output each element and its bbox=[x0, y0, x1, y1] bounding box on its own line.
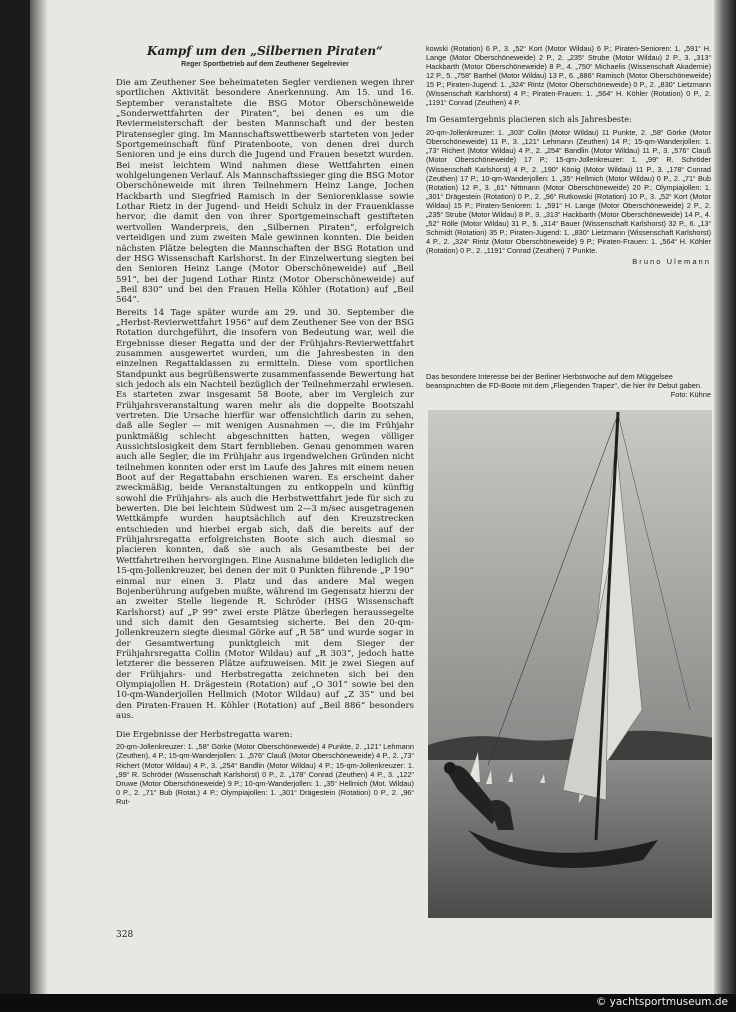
results-text: 20-qm-Jollenkreuzer: 1. „58“ Görke (Motor Oberschöneweide) 4 Punkte, 2. „121“ Lehmann (Zeuthen), 4 P.; 15-qm-Wanderjollen: 1. „576“ Clauß (Motor Oberschöneweide) 4 P., 2. „73“ Richert (Motor Wildau) 4 P., 3. „254“ Bandlin (Motor Wildau) 4 P.; 15-qm-Jollenkreuzer: 1. „99“ R. Schröder (Wissenschaft Karlshorst) 0 P., 2. „178“ Conrad (Zeuthen) 4 P., 3. „122“ Druwe (Motor Oberschöneweide) 9 P.; 10-qm-Wanderjollen: 1. „35“ Hellmich (Mot. Wildau) 0 P., 2. „71“ Bub (Rotat.) 4 P.; Olympiajollen: 1. „301“ Drägestein (Rotation) 0 P., 2. „96“ Rut- bbox=[116, 742, 414, 806]
overall-results-heading: Im Gesamtergebnis placieren sich als Jahresbeste: bbox=[426, 115, 632, 125]
article-column-left bbox=[116, 44, 414, 806]
caption-text: Das besondere Interesse bei der Berliner Herbstwoche auf dem Müggelsee beanspruchten die FD-Boote mit dem „Fliegenden Trapez“, die hier ihr Debut gaben. bbox=[426, 372, 703, 391]
article-title: Kampf um den „Silbernen Piraten“ bbox=[147, 44, 383, 58]
article-subtitle: Reger Sportbetrieb auf dem Zeuthener Segelrevier bbox=[181, 61, 349, 68]
watermark: © yachtsportmuseum.de bbox=[595, 996, 728, 1008]
next-page-edge bbox=[714, 0, 736, 994]
article-paragraph-1: Die am Zeuthener See beheimateten Segler verdienen wegen ihrer sportlichen Aktivität besondere Anerkennung. Am 15. und 16. September veranstaltete die BSG Motor Oberschöneweide „Sonderwettfahrten der Piraten“, bei denen es um die Reviermeisterschaft der besten Mannschaft und der besten Piratensegler ging. Im Mannschaftswettbewerb starteten von jeder Sportgemeinschaft fünf Piratenboote, von denen drei durch Senioren und je eins durch die Jugend und Frauen besetzt wurden. Bei meist leichtem Wind nahmen diese Wettfahrten einen wohlgelungenen Verlauf. Als Mannschaftssieger ging die BSG Motor Oberschöneweide mit ihren Teilnehmern Heinz Lange, Jochen Hackbarth und Siegfried Ramisch in der Seniorenklasse sowie Lothar Rietz in der Jugend- und Heidi Schulz in der Frauenklasse hervor, die damit den von ihrer Sportgemeinschaft gestifteten wertvollen Wanderpreis, den „Silbernen Piraten“, erfolgreich verteidigen und zum zweiten Male gewinnen konnten. Die beiden nächsten Plätze belegten die Mannschaften der BSG Rotation und der HSG Wissenschaft Karlshorst. In der Einzelwertung siegten bei den Senioren Heinz Lange (Motor Oberschöneweide) auf „Beil 591“, bei der Jugend Lothar Rintz (Motor Oberschöneweide) auf „Beil 830“ und bei den Frauen Hella Köhler (Rotation) auf „Beil 564“. bbox=[116, 78, 414, 306]
article-paragraph-2: Bereits 14 Tage später wurde am 29. und 30. September die „Herbst-Revierwettfahrt 1956“ auf dem Zeuthener See von der BSG Rotation durchgeführt, die insofern von Bedeutung war, weil die Ergebnisse dieser Regatta und der der Frühjahrs-Revierwettfahrt zusammen ausgewertet wurden, um die Jahresbesten in den einzelnen Regattaklassen zu ermitteln. Diese vom sportlichen Standpunkt aus begrüßenswerte zusammenfassende Bewertung hat sich jedoch als ein Nachteil bezüglich der Teilnehmerzahl erwiesen. Es starteten zwar insgesamt 58 Boote, aber im Vergleich zur Frühjahrsveranstaltung waren mehr als die doppelte Bootszahl vertreten. Die Ursache hierfür war offensichtlich darin zu sehen, daß alle Segler — mit wenigen Ausnahmen —, die im Frühjahr punktmäßig schlecht abgeschnitten hatten, wegen völliger Aussichtslosigkeit dem Start fernblieben. Genau genommen waren auch alle Segler, die im Frühjahr aus irgendwelchen Gründen nicht teilnehmen konnten oder erst im Laufe des Jahres mit einem neuen Boot auf der Regattabahn erschienen waren. Es erscheint daher zweckmäßig, beide Veranstaltungen zu entkoppeln und künftig sowohl die Frühjahrs- als auch die Herbstwettfahrt jede für sich zu bewerten. Die bei leichtem Südwest um 2—3 m/sec ausgetragenen Wettkämpfe wurden hauptsächlich auf den Kreuzstrecken entschieden und hierbei ergab sich, daß die bereits auf der Frühjahrsregatta erfolgreichsten Boote sich auch diesmal so placieren konnten, daß sie auch als Gesamtbeste bei der Wettfahrtreihen hervorgingen. Eine Ausnahme bildeten lediglich die 15-qm-Jollenkreuzer, bei denen der mit 0 Punkten führende „P 190“ einmal nur einen 3. Platz und das andere Mal wegen Bojenberührung aufgeben mußte, während im Gegensatz hierzu der an zweiter Stelle liegende R. Schröder (HSG Wissenschaft Karlshorst) auf „P 99“ zwei erste Plätze überlegen heraussegelte und sich damit den Gesamtsieg sicherte. Bei den 20-qm-Jollenkreuzern siegte diesmal Görke auf „R 58“ und wurde sogar in der Gesamtwertung punktgleich mit dem Sieger der Frühjahrsregatta Collin (Motor Wildau) auf „R 303“, jedoch hatte letzterer die besseren Plätze aufzuweisen. Mit je zwei Siegen auf der Frühjahrs- und Herbstregatta zeichneten sich bei den Olympiajollen H. Drägestein (Rotation) auf „O 301“ sowie bei den 10-qm-Wanderjollen Hellmich (Motor Wildau) auf „Z 35“ und bei den Piraten-Frauen H. Köhler (Rotation) auf „Beil 886“ besonders aus. bbox=[116, 307, 414, 721]
author-byline: Bruno Ulemann bbox=[632, 256, 711, 266]
book-spine-shadow bbox=[30, 0, 48, 994]
photo-credit: Foto: Kühne bbox=[670, 390, 711, 400]
page-number: 328 bbox=[116, 930, 134, 940]
overall-results-text: 20-qm-Jollenkreuzer: 1. „303“ Collin (Motor Wildau) 11 Punkte, 2. „58“ Görke (Motor Oberschöneweide) 11 P., 3. „121“ Lehmann (Zeuthen) 14 P.; 15-qm-Wanderjollen: 1. „73“ Richert (Motor Wildau) 4 P., 2. „254“ Bandlin (Motor Wildau) 11 P., 3. „576“ Clauß (Motor Oberschöneweide) 17 P.; 15-qm-Jollenkreuzer: 1. „99“ R. Schröder (Wissenschaft Karlshorst) 4 P., 2. „190“ König (Motor Wildau) 11 P., 3. „178“ Conrad (Zeuthen) 17 P.; 10-qm-Wanderjollen: 1. „35“ Hellmich (Motor Wildau) 0 P., 2. „71“ Bub (Rotation) 12 P., 3. „61“ Nittmann (Motor Oberschöneweide) 20 P.; Olympiajollen: 1. „301“ Drägestein (Rotation) 0 P., 2. „96“ Rutkowski (Rotation) 10 P., 3. „52“ Kort (Motor Wildau) 15 P.; Piraten-Senioren: 1. „591“ H. Lange (Motor Oberschöneweide) 2 P., 2. „235“ Strube (Motor Wildau) 8 P., 3. „313“ Hackbarth (Motor Oberschöneweide) 14 P., 4. „52“ Rölle (Motor Wildau) 31 P., 5. „314“ Bauer (Wissenschaft Karlshorst) 32 P., 6. „13“ Schmidt (Rotation) 35 P.; Piraten-Jugend: 1. „830“ Lietzmann (Wissenschaft Karlshorst) 4 P., 2. „324“ Rintz (Motor Oberschöneweide) 9 P.; Piraten-Frauen: 1. „564“ H. Köhler (Rotation) 0 P., 2. „1191“ Conrad (Zeuthen) 7 Punkte. bbox=[426, 128, 711, 255]
results-continued: kowski (Rotation) 6 P., 3. „52“ Kort (Motor Wildau) 6 P.; Piraten-Senioren: 1. „591“ H. Lange (Motor Oberschöneweide) 2 P., 2. „235“ Strube (Motor Wildau) 2 P., 3. „313“ Hackbarth (Motor Oberschöneweide) 8 P., 4. „750“ Michaelis (Wissenschaft Akademie) 12 P., 5. „758“ Barthel (Motor Wildau) 13 P., 6. „886“ Ramisch (Motor Oberschöneweide) 15 P.; Piraten-Jugend: 1. „324“ Rintz (Motor Oberschöneweide) 0 P., 2. „830“ Lietzmann (Wissenschaft Karlshorst) 4 P.; Piraten-Frauen: 1. „564“ H. Köhler (Rotation) 0 P., 2. „1191“ Conrad (Zeuthen) 4 P. bbox=[426, 44, 711, 108]
results-heading: Die Ergebnisse der Herbstregatta waren: bbox=[116, 729, 293, 740]
sailboat-photo bbox=[428, 410, 712, 918]
article-column-right bbox=[426, 44, 711, 266]
sky bbox=[428, 410, 712, 750]
photo-caption bbox=[426, 372, 711, 400]
